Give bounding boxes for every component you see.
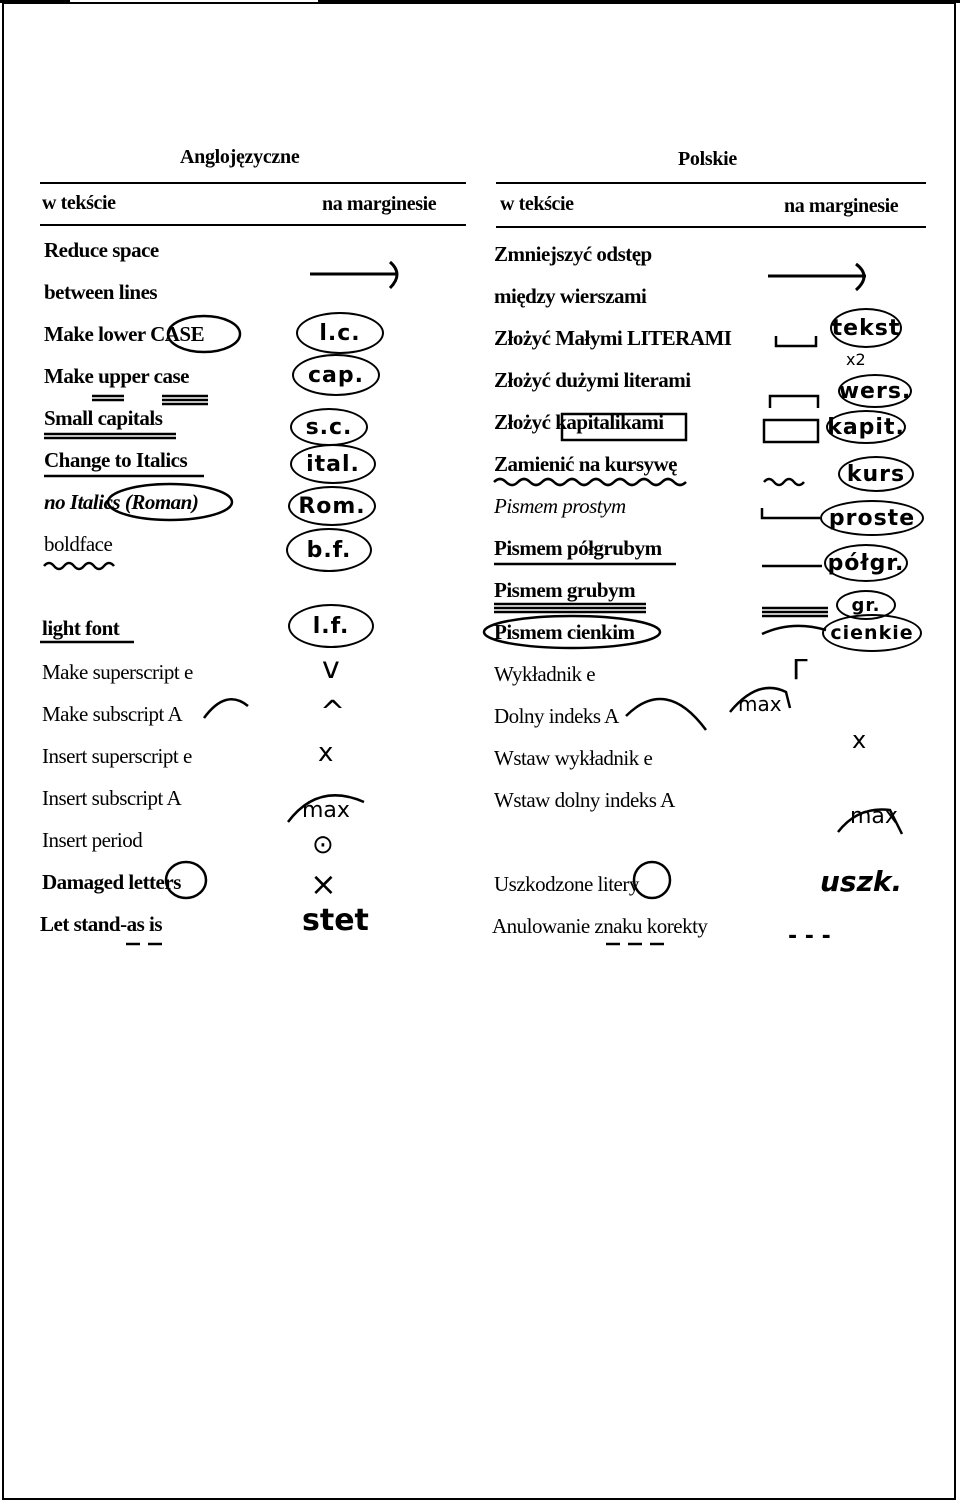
english-row-reduce-space-b: between lines [44,280,158,304]
section-title-english: Anglojęzyczne [180,146,300,168]
english-col-text-header: w tekście [42,192,116,214]
english-mark-sc: s.c. [290,408,368,446]
english-row-lowercase: Make lower CASE [44,322,205,346]
english-mark-stet: stet [302,903,369,938]
polish-row-small-capitals: Złożyć kapitalikami [494,410,664,434]
english-row-damaged-letters: Damaged letters [42,870,181,894]
polish-mark-wers: wers. [838,374,912,408]
polish-row-superscript: Wykładnik e [494,662,596,686]
polish-row-italics: Zamienić na kursywę [494,452,678,476]
english-row-roman: no Italics (Roman) [44,490,199,514]
english-row-stet: Let stand-as is [40,912,163,936]
english-row-subscript: Make subscript A [42,702,183,726]
english-mark-bf: b.f. [286,528,372,572]
english-mark-lc: l.c. [296,312,384,354]
english-row-superscript: Make superscript e [42,660,193,684]
polish-row-uppercase: Złożyć dużymi literami [494,368,691,392]
english-row-insert-period: Insert period [42,828,143,852]
polish-row-insert-superscript: Wstaw wykładnik e [494,746,653,770]
english-row-boldface: boldface [44,532,113,556]
polish-mark-subscript: max [738,692,782,716]
polish-row-light: Pismem cienkim [494,620,635,644]
polish-mark-cienkie: cienkie [822,614,922,652]
english-mark-superscript: v [322,651,340,686]
polish-row-lowercase: Złożyć Małymi LITERAMI [494,326,732,350]
english-row-insert-superscript: Insert superscript e [42,744,192,768]
english-mark-damaged: × [310,865,337,903]
polish-row-insert-subscript: Wstaw dolny indeks A [494,788,675,812]
english-row-light-font: light font [42,616,120,640]
polish-row-bold: Pismem grubym [494,578,636,602]
polish-mark-tekst: tekst [830,308,902,348]
english-col-margin-header: na marginesie [322,193,437,215]
polish-col-margin-header: na marginesie [784,195,899,217]
english-mark-ital: ital. [290,444,376,484]
polish-row-roman: Pismem prostym [494,494,626,518]
english-mark-insert-superscript: x [318,738,334,768]
polish-mark-superscript: Γ [792,653,808,686]
polish-row-subscript: Dolny indeks A [494,704,619,728]
polish-row-reduce-space-a: Zmniejszyć odstęp [494,242,652,266]
polish-row-damaged-letters: Uszkodzone litery [494,872,639,896]
polish-mark-insert-subscript: max [850,804,898,829]
polish-mark-insert-superscript: x [852,726,867,754]
english-mark-insert-subscript: max [302,798,350,823]
polish-col-text-header: w tekście [500,193,574,215]
polish-mark-polgr: półgr. [824,544,908,582]
english-row-uppercase: Make upper case [44,364,189,388]
english-row-italics: Change to Italics [44,448,188,472]
polish-mark-gr: gr. [836,590,896,620]
english-mark-subscript: ^ [320,695,346,730]
english-row-insert-subscript: Insert subscript A [42,786,182,810]
english-mark-cap: cap. [292,354,380,396]
polish-mark-stet: - - - [788,924,831,949]
english-mark-period: ⊙ [312,830,334,860]
english-row-small-capitals: Small capitals [44,406,163,430]
polish-row-semibold: Pismem półgrubym [494,536,662,560]
polish-mark-proste: proste [820,500,924,536]
english-mark-lf: l.f. [288,604,374,648]
english-mark-rom: Rom. [288,486,376,526]
polish-row-reduce-space-b: między wierszami [494,284,647,308]
english-row-reduce-space-a: Reduce space [44,238,159,262]
polish-mark-kurs: kurs [838,456,914,492]
polish-row-stet: Anulowanie znaku korekty [492,914,708,938]
polish-mark-kapit: kapit. [826,410,906,444]
section-title-polish: Polskie [678,148,738,170]
polish-mark-damaged: uszk. [820,865,903,898]
polish-mark-tekst-note: x2 [846,350,866,369]
